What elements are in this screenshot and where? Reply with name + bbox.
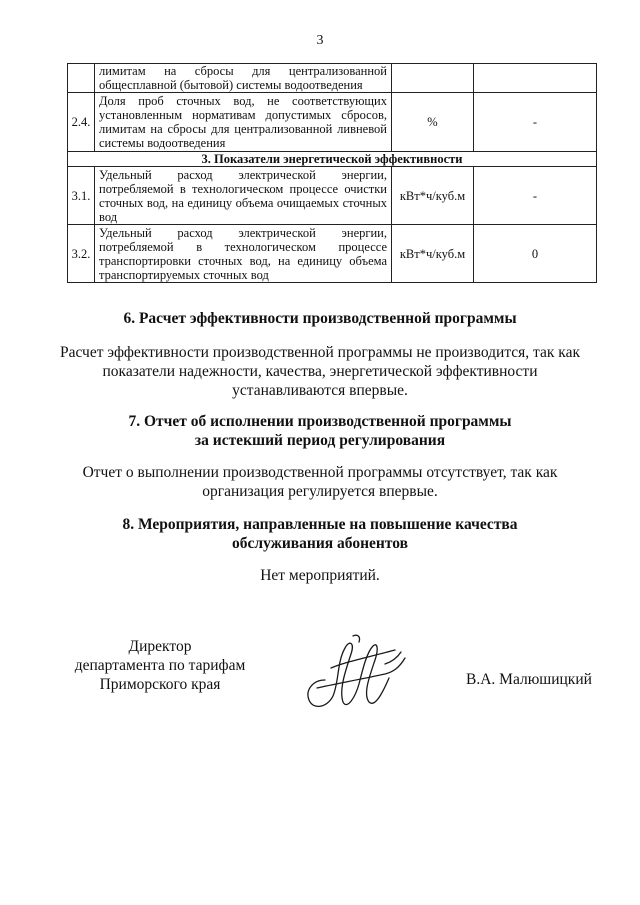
indicators-table	[67, 63, 597, 283]
handwritten-signature	[295, 628, 410, 716]
row-description-cell: Доля проб сточных вод, не соответствующих установленным нормативам допустимых сбросов, лимитам на сбросы для централизованной ливневой системы водоотведения	[95, 93, 392, 152]
title-line: обслуживания абонентов	[232, 535, 408, 552]
row-number-cell: 3.2.	[68, 225, 95, 283]
position-line: департамента по тарифам	[74, 657, 246, 674]
table-row	[68, 167, 597, 225]
section-7-title	[0, 412, 640, 450]
section-6-title: 6. Расчет эффективности производственной программы	[123, 310, 517, 327]
row-number-cell	[68, 64, 95, 93]
row-value-cell: 0	[474, 225, 597, 283]
row-value-cell: -	[474, 167, 597, 225]
row-number-cell: 3.1.	[68, 167, 95, 225]
body-line: Расчет эффективности производственной программы не производится, так как	[59, 344, 580, 361]
row-value-cell	[474, 64, 597, 93]
position-line: Приморского края	[99, 676, 221, 693]
body-line: показатели надежности, качества, энергетической эффективности	[102, 363, 538, 380]
row-number-cell: 2.4.	[68, 93, 95, 152]
section-8-body	[0, 566, 640, 585]
row-unit-cell: кВт*ч/куб.м	[392, 167, 474, 225]
title-line: 8. Мероприятия, направленные на повышение качества	[122, 516, 518, 533]
body-line: Нет мероприятий.	[260, 567, 380, 584]
row-unit-cell: кВт*ч/куб.м	[392, 225, 474, 283]
table-row	[68, 93, 597, 152]
row-value-cell: -	[474, 93, 597, 152]
row-description-cell: Удельный расход электрической энергии, потребляемой в технологическом процессе транспортировки сточных вод, на единицу объема транспортируемых сточных вод	[95, 225, 392, 283]
position-line: Директор	[128, 638, 192, 655]
page-number: 3	[316, 33, 324, 48]
body-line: Отчет о выполнении производственной программы отсутствует, так как	[82, 464, 558, 481]
signatory-position	[60, 637, 260, 694]
title-line: 7. Отчет об исполнении производственной программы	[128, 413, 512, 430]
table-section-row	[68, 152, 597, 167]
table-section-heading: 3. Показатели энергетической эффективности	[68, 152, 597, 167]
row-description-cell: лимитам на сбросы для централизованной общесплавной (бытовой) системы водоотведения	[95, 64, 392, 93]
section-6-body	[0, 343, 640, 400]
signatory-name: В.А. Малюшицкий	[466, 671, 592, 688]
title-line: за истекший период регулирования	[194, 432, 446, 449]
section-8-title	[0, 515, 640, 553]
row-description-cell: Удельный расход электрической энергии, потребляемой в технологическом процессе очистки сточных вод, на единицу объема очищаемых сточных вод	[95, 167, 392, 225]
table-row	[68, 64, 597, 93]
table-row	[68, 225, 597, 283]
row-unit-cell	[392, 64, 474, 93]
body-line: организация регулируется впервые.	[202, 483, 438, 500]
section-7-body	[0, 463, 640, 501]
row-unit-cell: %	[392, 93, 474, 152]
body-line: устанавливаются впервые.	[232, 382, 408, 399]
